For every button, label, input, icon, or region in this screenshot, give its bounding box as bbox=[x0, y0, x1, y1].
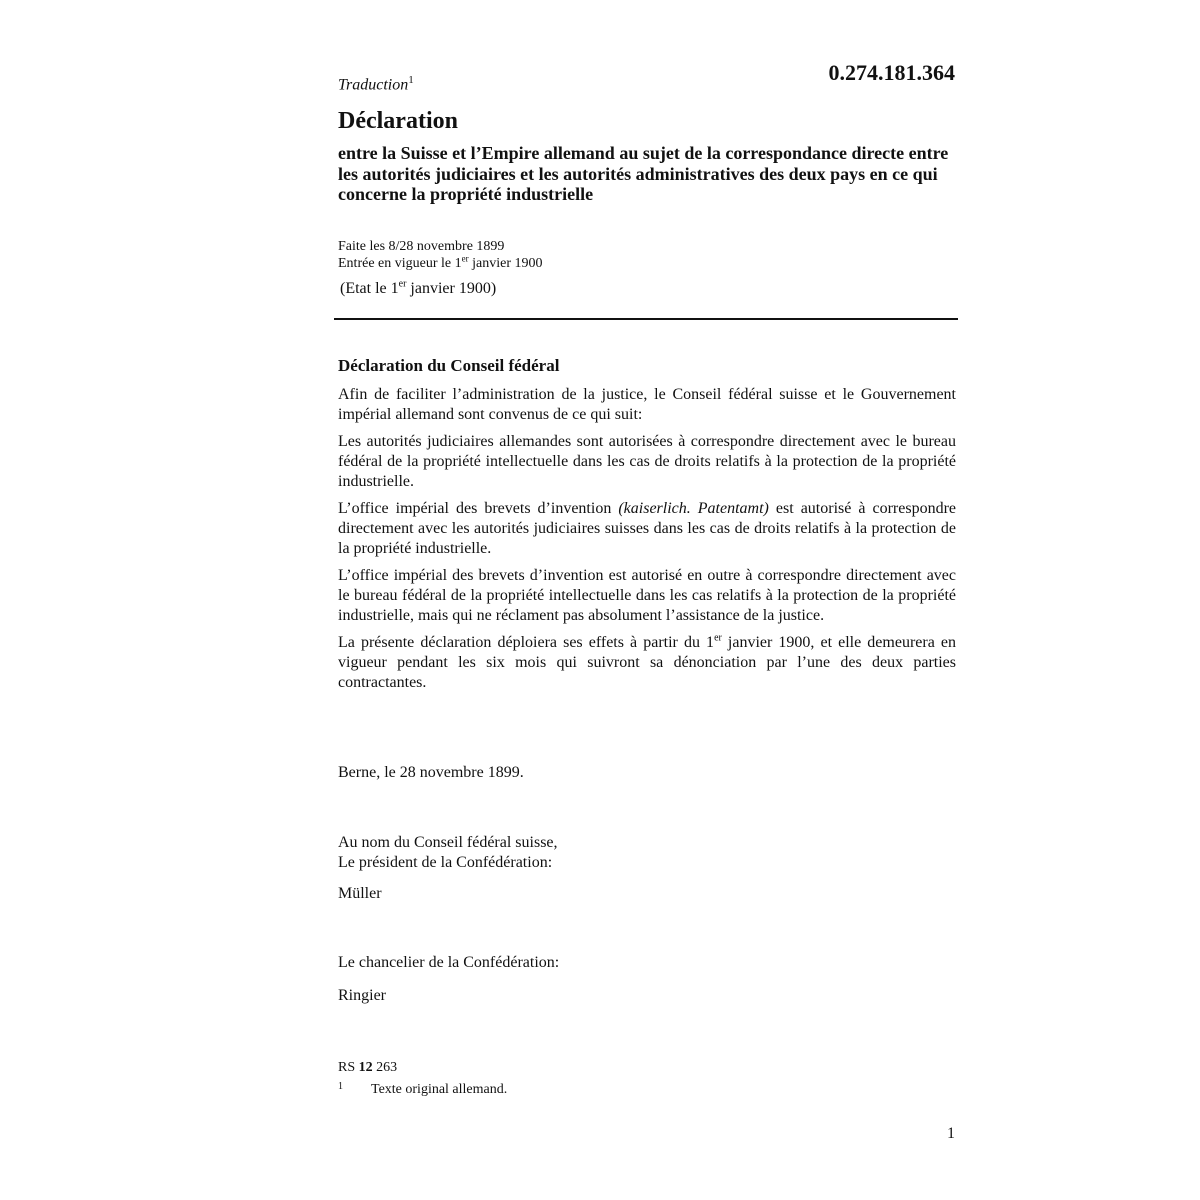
status-date-suffix: janvier 1900) bbox=[406, 280, 497, 297]
paragraph-5-prefix: La présente déclaration déploiera ses effets à partir du 1 bbox=[338, 634, 715, 651]
paragraph-4: L’office impérial des brevets d’invention est autorisé en outre à correspondre directement avec le bureau fédéral de la propriété intellectuelle dans les cas relatifs à la protection de la propriété industrielle, mais qui ne réclament pas absolument l’assistance de la justice. bbox=[338, 567, 956, 624]
signature-block-federal-council bbox=[338, 833, 558, 873]
status-date-prefix: (Etat le 1 bbox=[340, 280, 399, 297]
paragraph-3 bbox=[338, 499, 956, 559]
translation-label bbox=[338, 74, 414, 94]
paragraph-3-prefix: L’office impérial des brevets d’invention bbox=[338, 500, 619, 517]
entry-into-force-prefix: Entrée en vigueur le 1 bbox=[338, 256, 462, 271]
rs-reference bbox=[338, 1060, 397, 1076]
document-dates bbox=[338, 238, 543, 272]
paragraph-5-sup: er bbox=[714, 632, 722, 644]
document-title: Déclaration bbox=[338, 108, 458, 134]
entry-into-force-date bbox=[338, 255, 543, 272]
footnote-mark: 1 bbox=[338, 1081, 343, 1092]
page-number: 1 bbox=[947, 1125, 955, 1142]
section-heading: Déclaration du Conseil fédéral bbox=[338, 356, 560, 375]
on-behalf-line: Au nom du Conseil fédéral suisse, bbox=[338, 834, 558, 851]
footnote-1 bbox=[338, 1081, 507, 1098]
paragraph-5-suffix: janvier 1900, et elle demeurera en vigueur pendant les six mois qui suivront sa dénonciation par l’une des deux parties contractantes. bbox=[338, 634, 957, 691]
translation-label-text: Traduction bbox=[338, 76, 409, 94]
concluded-date: Faite les 8/28 novembre 1899 bbox=[338, 239, 505, 254]
rs-prefix: RS bbox=[338, 1060, 359, 1075]
president-name: Müller bbox=[338, 885, 382, 902]
declaration-body bbox=[338, 385, 956, 700]
status-date bbox=[340, 280, 496, 298]
paragraph-5 bbox=[338, 633, 956, 693]
document-subtitle: entre la Suisse et l’Empire allemand au sujet de la correspondance directe entre les autorités judiciaires et les autorités administratives des deux pays en ce qui concerne la propriété industrielle bbox=[338, 143, 949, 204]
chancellor-title: Le chancelier de la Confédération: bbox=[338, 954, 560, 971]
paragraph-2: Les autorités judiciaires allemandes sont autorisées à correspondre directement avec le bureau fédéral de la propriété intellectuelle dans les cas de droits relatifs à la protection de la propriété industrielle. bbox=[338, 433, 956, 490]
place-and-date: Berne, le 28 novembre 1899. bbox=[338, 764, 524, 781]
rs-page: 263 bbox=[372, 1060, 398, 1075]
translation-footnote-mark[interactable]: 1 bbox=[408, 74, 414, 86]
entry-into-force-sup: er bbox=[461, 253, 469, 264]
president-title: Le président de la Confédération: bbox=[338, 854, 553, 871]
chancellor-name: Ringier bbox=[338, 987, 386, 1004]
paragraph-1: Afin de faciliter l’administration de la justice, le Conseil fédéral suisse et le Gouvernement impérial allemand sont convenus de ce qui suit: bbox=[338, 386, 956, 423]
sr-number: 0.274.181.364 bbox=[828, 60, 955, 85]
paragraph-3-suffix: est autorisé à correspondre directement avec les autorités judiciaires suisses dans les cas de droits relatifs à la protection de la propriété industrielle. bbox=[338, 500, 956, 557]
footnote-text: Texte original allemand. bbox=[371, 1082, 508, 1097]
entry-into-force-suffix: janvier 1900 bbox=[468, 256, 543, 271]
header-divider bbox=[334, 318, 958, 320]
paragraph-3-italic: (kaiserlich. Patentamt) bbox=[618, 500, 769, 517]
rs-volume: 12 bbox=[358, 1060, 373, 1075]
status-date-sup: er bbox=[398, 278, 407, 290]
